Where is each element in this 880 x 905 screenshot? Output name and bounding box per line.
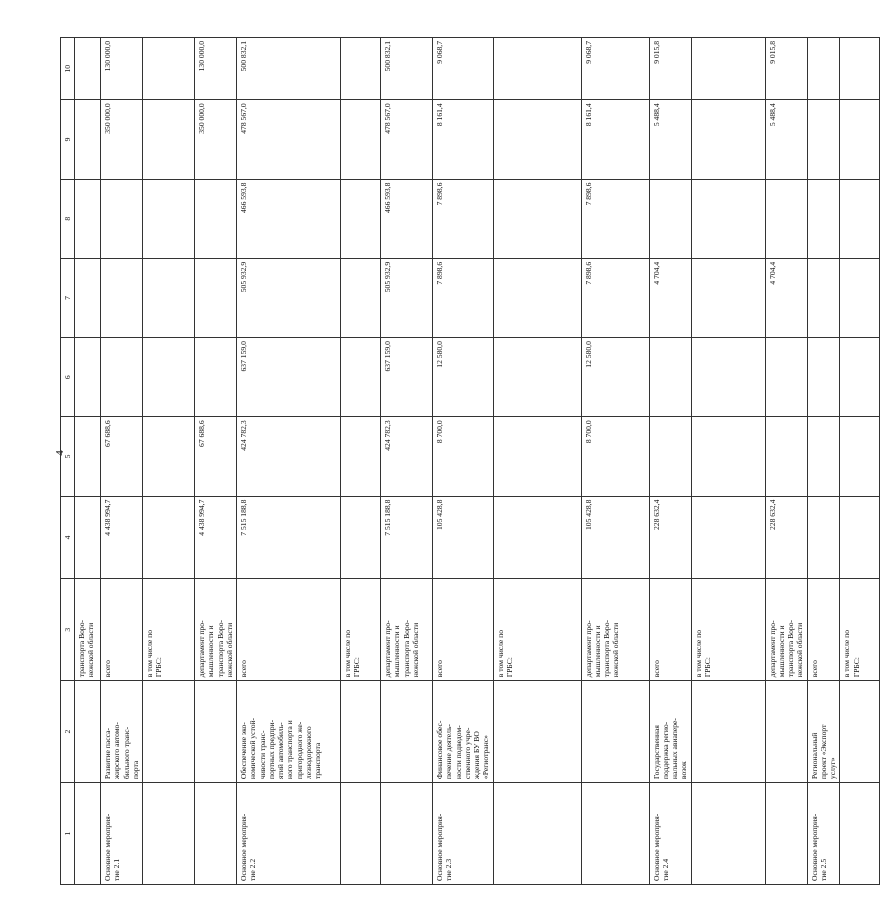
table-cell: в том числе по ГРБС:: [341, 579, 381, 681]
header-row: [61, 38, 75, 885]
table-cell: [691, 179, 765, 258]
table-cell: 130 000,0: [101, 38, 143, 100]
table-cell: [691, 417, 765, 496]
header-cell: 1: [61, 783, 75, 885]
table-cell: [341, 496, 381, 579]
table-cell: 130 000,0: [195, 38, 237, 100]
table-cell: [765, 417, 807, 496]
table-row: [433, 38, 494, 885]
table-cell: [101, 179, 143, 258]
table-cell: 67 688,6: [195, 417, 237, 496]
table-cell: [143, 783, 195, 885]
table-cell: [840, 681, 880, 783]
table-cell: [691, 38, 765, 100]
header-cell: 5: [61, 417, 75, 496]
table-cell: 637 159,0: [381, 338, 433, 417]
table-cell: 7 898,6: [581, 179, 649, 258]
table-cell: [807, 417, 840, 496]
table-cell: 424 782,3: [237, 417, 341, 496]
table-cell: [75, 417, 101, 496]
rotated-table-container: [60, 37, 861, 885]
table-cell: [840, 258, 880, 337]
table-cell: 478 567,0: [381, 100, 433, 179]
header-cell: 7: [61, 258, 75, 337]
table-cell: 67 688,6: [101, 417, 143, 496]
table-cell: [341, 100, 381, 179]
table-cell: в том числе по ГРБС:: [493, 579, 581, 681]
table-cell: [341, 38, 381, 100]
table-cell: [691, 100, 765, 179]
table-cell: [341, 258, 381, 337]
table-row: [581, 38, 649, 885]
table-cell: [840, 417, 880, 496]
table-cell: [493, 38, 581, 100]
table-cell: [840, 496, 880, 579]
table-cell: 466 593,8: [237, 179, 341, 258]
table-row: [649, 38, 691, 885]
table-cell: [75, 38, 101, 100]
table-row: [143, 38, 195, 885]
table-cell: 228 632,4: [649, 496, 691, 579]
table-cell: 8 161,4: [581, 100, 649, 179]
table-cell: [195, 179, 237, 258]
table-cell: [143, 38, 195, 100]
table-cell: [493, 496, 581, 579]
table-cell: 5 488,4: [765, 100, 807, 179]
table-cell: [75, 179, 101, 258]
table-cell: [143, 496, 195, 579]
header-cell: 2: [61, 681, 75, 783]
table-cell: департамент про- мышленности и транспорта Воро- нежской области: [581, 579, 649, 681]
table-cell: [765, 338, 807, 417]
table-row: [381, 38, 433, 885]
table-cell: [195, 258, 237, 337]
table-cell: 9 068,7: [433, 38, 494, 100]
table-cell: Региональный проект «Экспорт услуг»: [807, 681, 840, 783]
table-cell: [691, 783, 765, 885]
table-cell: 478 567,0: [237, 100, 341, 179]
table-cell: [143, 258, 195, 337]
table-cell: [381, 783, 433, 885]
table-cell: Обеспечение эко- номической устой- чивости транс- портных предпри- ятий автомобиль- ного транспорта и пригородного же- лезнодорожного транспорта: [237, 681, 341, 783]
table-cell: 7 898,6: [433, 179, 494, 258]
table-cell: [840, 783, 880, 885]
table-row: [237, 38, 341, 885]
table-cell: [691, 258, 765, 337]
table-cell: [807, 38, 840, 100]
table-row: [493, 38, 581, 885]
table-cell: [840, 179, 880, 258]
table-cell: Основное мероприя- тие 2.1: [101, 783, 143, 885]
table-body: [61, 38, 880, 885]
table-cell: [493, 338, 581, 417]
table-cell: [649, 417, 691, 496]
table-cell: 5 488,4: [649, 100, 691, 179]
table-cell: [195, 338, 237, 417]
table-cell: всего: [807, 579, 840, 681]
table-cell: 8 700,0: [581, 417, 649, 496]
table-cell: [493, 100, 581, 179]
table-cell: [143, 338, 195, 417]
table-cell: [75, 783, 101, 885]
table-cell: 350 000,0: [101, 100, 143, 179]
table-cell: [581, 783, 649, 885]
table-cell: 9 068,7: [581, 38, 649, 100]
table-cell: [840, 338, 880, 417]
table-cell: [493, 179, 581, 258]
page-number: 4: [54, 450, 66, 456]
table-cell: [195, 681, 237, 783]
table-cell: 4 438 994,7: [101, 496, 143, 579]
table-cell: 9 015,8: [649, 38, 691, 100]
table-cell: [75, 338, 101, 417]
table-cell: 7 898,6: [433, 258, 494, 337]
table-cell: [341, 338, 381, 417]
table-cell: 505 932,9: [237, 258, 341, 337]
table-cell: [765, 783, 807, 885]
table-cell: [75, 681, 101, 783]
table-cell: [765, 179, 807, 258]
table-cell: [101, 338, 143, 417]
table-cell: всего: [433, 579, 494, 681]
table-row: [341, 38, 381, 885]
table-cell: [341, 417, 381, 496]
header-cell: 9: [61, 100, 75, 179]
table-cell: департамент про- мышленности и транспорта Воро- нежской области: [765, 579, 807, 681]
table-cell: 228 632,4: [765, 496, 807, 579]
table-cell: [341, 783, 381, 885]
table-cell: 9 015,8: [765, 38, 807, 100]
header-cell: 4: [61, 496, 75, 579]
table-row: [807, 38, 840, 885]
table-cell: Финансовое обес- печение деятель- ности подведом- ственного учре- ждения БУ ВО «Региотранс»: [433, 681, 494, 783]
table-cell: 105 428,8: [581, 496, 649, 579]
table-cell: 7 515 188,8: [237, 496, 341, 579]
table-cell: всего: [101, 579, 143, 681]
table-cell: [691, 681, 765, 783]
table-cell: [691, 338, 765, 417]
table-row: [75, 38, 101, 885]
table-cell: [807, 100, 840, 179]
table-cell: Основное мероприя- тие 2.4: [649, 783, 691, 885]
header-cell: 10: [61, 38, 75, 100]
table-cell: Основное мероприя- тие 2.3: [433, 783, 494, 885]
table-cell: [143, 681, 195, 783]
table-cell: [840, 38, 880, 100]
table-cell: [341, 179, 381, 258]
table-cell: [691, 496, 765, 579]
table-cell: 7 898,6: [581, 258, 649, 337]
table-cell: 505 932,9: [381, 258, 433, 337]
table-cell: всего: [237, 579, 341, 681]
table-cell: [75, 258, 101, 337]
table-cell: [341, 681, 381, 783]
table-cell: [101, 258, 143, 337]
table-cell: департамент про- мышленности и транспорта Воро- нежской области: [381, 579, 433, 681]
table-cell: 350 000,0: [195, 100, 237, 179]
table-cell: 12 580,0: [433, 338, 494, 417]
table-cell: [195, 783, 237, 885]
table-row: [101, 38, 143, 885]
budget-table: [60, 37, 880, 885]
table-cell: 12 580,0: [581, 338, 649, 417]
table-cell: [493, 681, 581, 783]
table-cell: 500 832,1: [381, 38, 433, 100]
table-cell: департамент про- мышленности и транспорта Воро- нежской области: [195, 579, 237, 681]
table-cell: 466 593,8: [381, 179, 433, 258]
header-cell: 6: [61, 338, 75, 417]
table-row: [765, 38, 807, 885]
table-cell: 424 782,3: [381, 417, 433, 496]
table-cell: в том числе по ГРБС:: [840, 579, 880, 681]
table-cell: [807, 496, 840, 579]
table-cell: Основное мероприя- тие 2.5: [807, 783, 840, 885]
table-cell: [493, 258, 581, 337]
header-cell: 8: [61, 179, 75, 258]
table-cell: всего: [649, 579, 691, 681]
table-cell: [649, 338, 691, 417]
table-cell: 4 704,4: [765, 258, 807, 337]
table-cell: [807, 258, 840, 337]
table-cell: Основное мероприя- тие 2.2: [237, 783, 341, 885]
table-cell: 105 428,8: [433, 496, 494, 579]
table-cell: [493, 417, 581, 496]
table-cell: [649, 179, 691, 258]
table-cell: 4 704,4: [649, 258, 691, 337]
table-cell: [765, 681, 807, 783]
table-cell: в том числе по ГРБС:: [143, 579, 195, 681]
header-cell: 3: [61, 579, 75, 681]
table-cell: [143, 100, 195, 179]
table-cell: [75, 496, 101, 579]
table-cell: Государственная поддержка регио- нальных авиапере- возок: [649, 681, 691, 783]
table-cell: 637 159,0: [237, 338, 341, 417]
table-cell: Развитие пасса- жирского автомо- бильного транс- порта: [101, 681, 143, 783]
table-cell: в том числе по ГРБС:: [691, 579, 765, 681]
table-row: [195, 38, 237, 885]
table-cell: [807, 338, 840, 417]
table-cell: [807, 179, 840, 258]
table-cell: 8 700,0: [433, 417, 494, 496]
table-cell: [493, 783, 581, 885]
table-cell: [381, 681, 433, 783]
table-cell: 8 161,4: [433, 100, 494, 179]
table-cell: 7 515 188,8: [381, 496, 433, 579]
table-cell: транспорта Воро- нежской области: [75, 579, 101, 681]
table-cell: [143, 417, 195, 496]
table-cell: 500 832,1: [237, 38, 341, 100]
table-cell: [75, 100, 101, 179]
table-row: [691, 38, 765, 885]
table-cell: [840, 100, 880, 179]
table-row: [840, 38, 880, 885]
table-cell: [581, 681, 649, 783]
table-cell: [143, 179, 195, 258]
table-cell: 4 438 994,7: [195, 496, 237, 579]
